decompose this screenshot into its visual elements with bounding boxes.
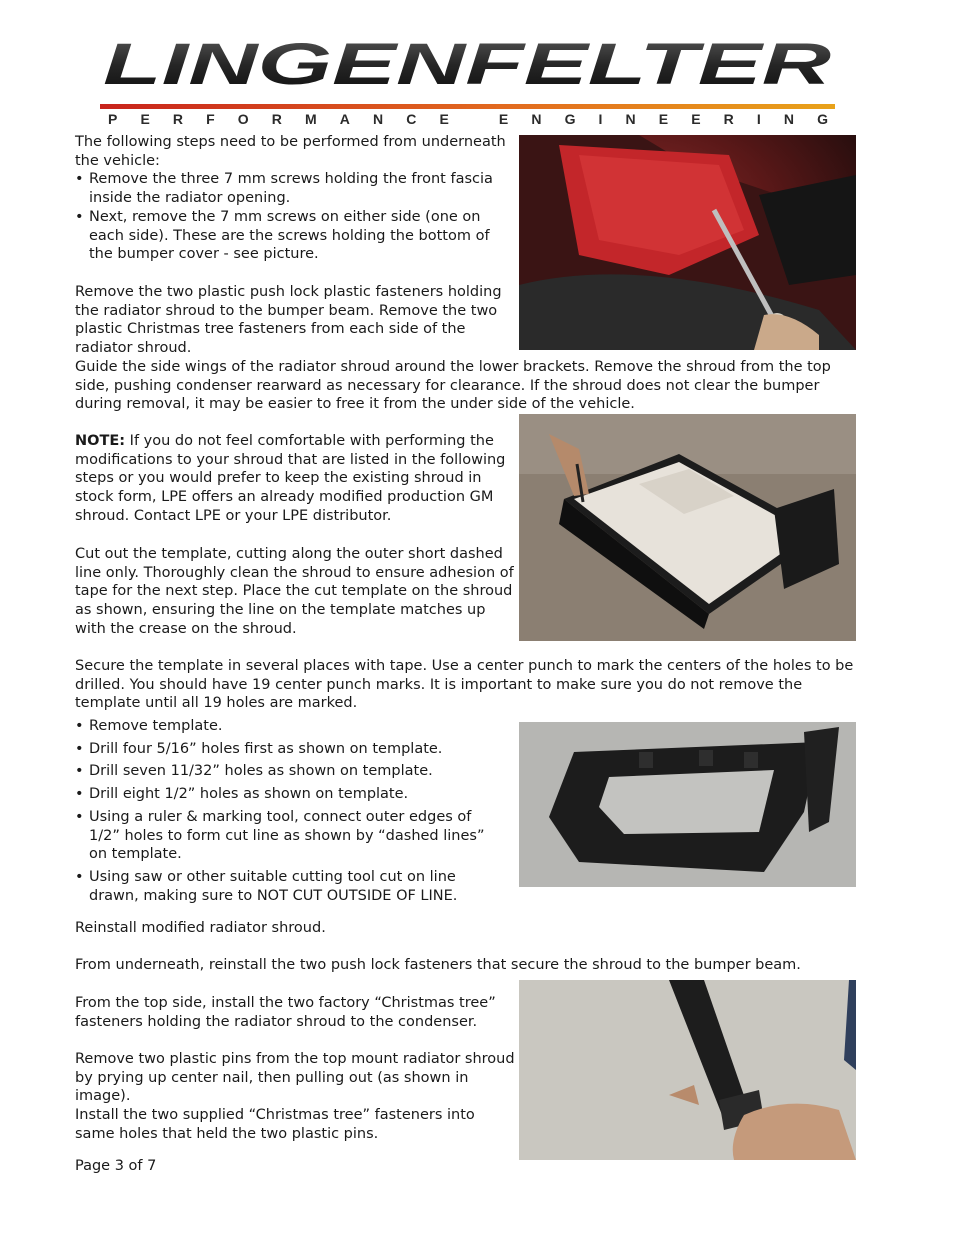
template-paragraph: Cut out the template, cutting along the outer short dashed line only. Thoroughly clean the shroud to ensure adhesion of tape for the next step. Place the cut template on the shroud as shown, ensuring the line on the template matches up with the crease on the shroud. <box>75 546 514 637</box>
list-item: • Using a ruler & marking tool, connect outer edges of 1/2” holes to form cut line as shown by “dashed lines” on template. <box>75 808 500 864</box>
page-number: Page 3 of 7 <box>75 1158 157 1174</box>
reinstall-paragraph: Reinstall modified radiator shroud. <box>75 920 326 936</box>
drill-steps <box>75 717 500 909</box>
list-item: • Drill four 5/16” holes first as shown on template. <box>75 740 500 759</box>
list-item: • Remove the three 7 mm screws holding the front fascia inside the radiator opening. <box>75 170 515 207</box>
logo-tagline <box>100 104 835 124</box>
svg-text:PERFORMANCE ENGINEERING: PERFORMANCE ENGINEERING <box>108 111 828 124</box>
guide-paragraph: Guide the side wings of the radiator shroud around the lower brackets. Remove the shroud from the top side, pushing condenser rearward as necessary for clearance. If the shroud does not clear the bumper during removal, it may be easier to free it from the under side of the vehicle. <box>75 359 831 413</box>
list-item: • Drill eight 1/2” holes as shown on template. <box>75 785 500 804</box>
fastener-install-photo <box>519 980 856 1160</box>
bumper-screw-photo <box>519 135 856 350</box>
underneath-paragraph: From underneath, reinstall the two push lock fasteners that secure the shroud to the bumper beam. <box>75 957 801 973</box>
list-item: • Remove template. <box>75 717 500 736</box>
top-side-paragraph: From the top side, install the two factory “Christmas tree” fasteners holding the radiator shroud to the condenser. <box>75 995 496 1030</box>
svg-text:LINGENFELTER: LINGENFELTER <box>103 40 832 90</box>
modified-shroud-photo <box>519 722 856 887</box>
push-lock-paragraph: Remove the two plastic push lock plastic fasteners holding the radiator shroud to the bumper beam. Remove the two plastic Christmas tree fasteners from each side of the radiator shroud. <box>75 284 502 357</box>
intro-block <box>75 133 515 264</box>
secure-paragraph: Secure the template in several places with tape. Use a center punch to mark the centers of the holes to be drilled. You should have 19 center punch marks. It is important to make sure you do not remove the template until all 19 holes are marked. <box>75 658 854 712</box>
install-paragraph: Install the two supplied “Christmas tree” fasteners into same holes that held the two plastic pins. <box>75 1107 475 1142</box>
drill-list <box>75 717 500 905</box>
list-item: • Next, remove the 7 mm screws on either side (one on each side). These are the screws holding the bottom of the bumper cover - see picture. <box>75 208 515 264</box>
note-label: NOTE: <box>75 433 126 449</box>
note-paragraph <box>75 432 515 526</box>
template-on-shroud-photo <box>519 414 856 641</box>
list-item: • Drill seven 11/32” holes as shown on template. <box>75 762 500 781</box>
intro-list <box>75 170 515 264</box>
intro-text: The following steps need to be performed from underneath the vehicle: <box>75 134 506 169</box>
pins-paragraph: Remove two plastic pins from the top mount radiator shroud by prying up center nail, then pulling out (as shown in image). <box>75 1051 515 1105</box>
list-item: • Using saw or other suitable cutting tool cut on line drawn, making sure to NOT CUT OUTSIDE OF LINE. <box>75 868 500 905</box>
brand-logo <box>100 40 840 128</box>
note-text: If you do not feel comfortable with performing the modifications to your shroud that are listed in the following steps or you would prefer to keep the existing shroud in stock form, LPE offers an already modified production GM shroud. Contact LPE or your LPE distributor. <box>75 433 506 524</box>
logo-wordmark <box>100 40 835 90</box>
